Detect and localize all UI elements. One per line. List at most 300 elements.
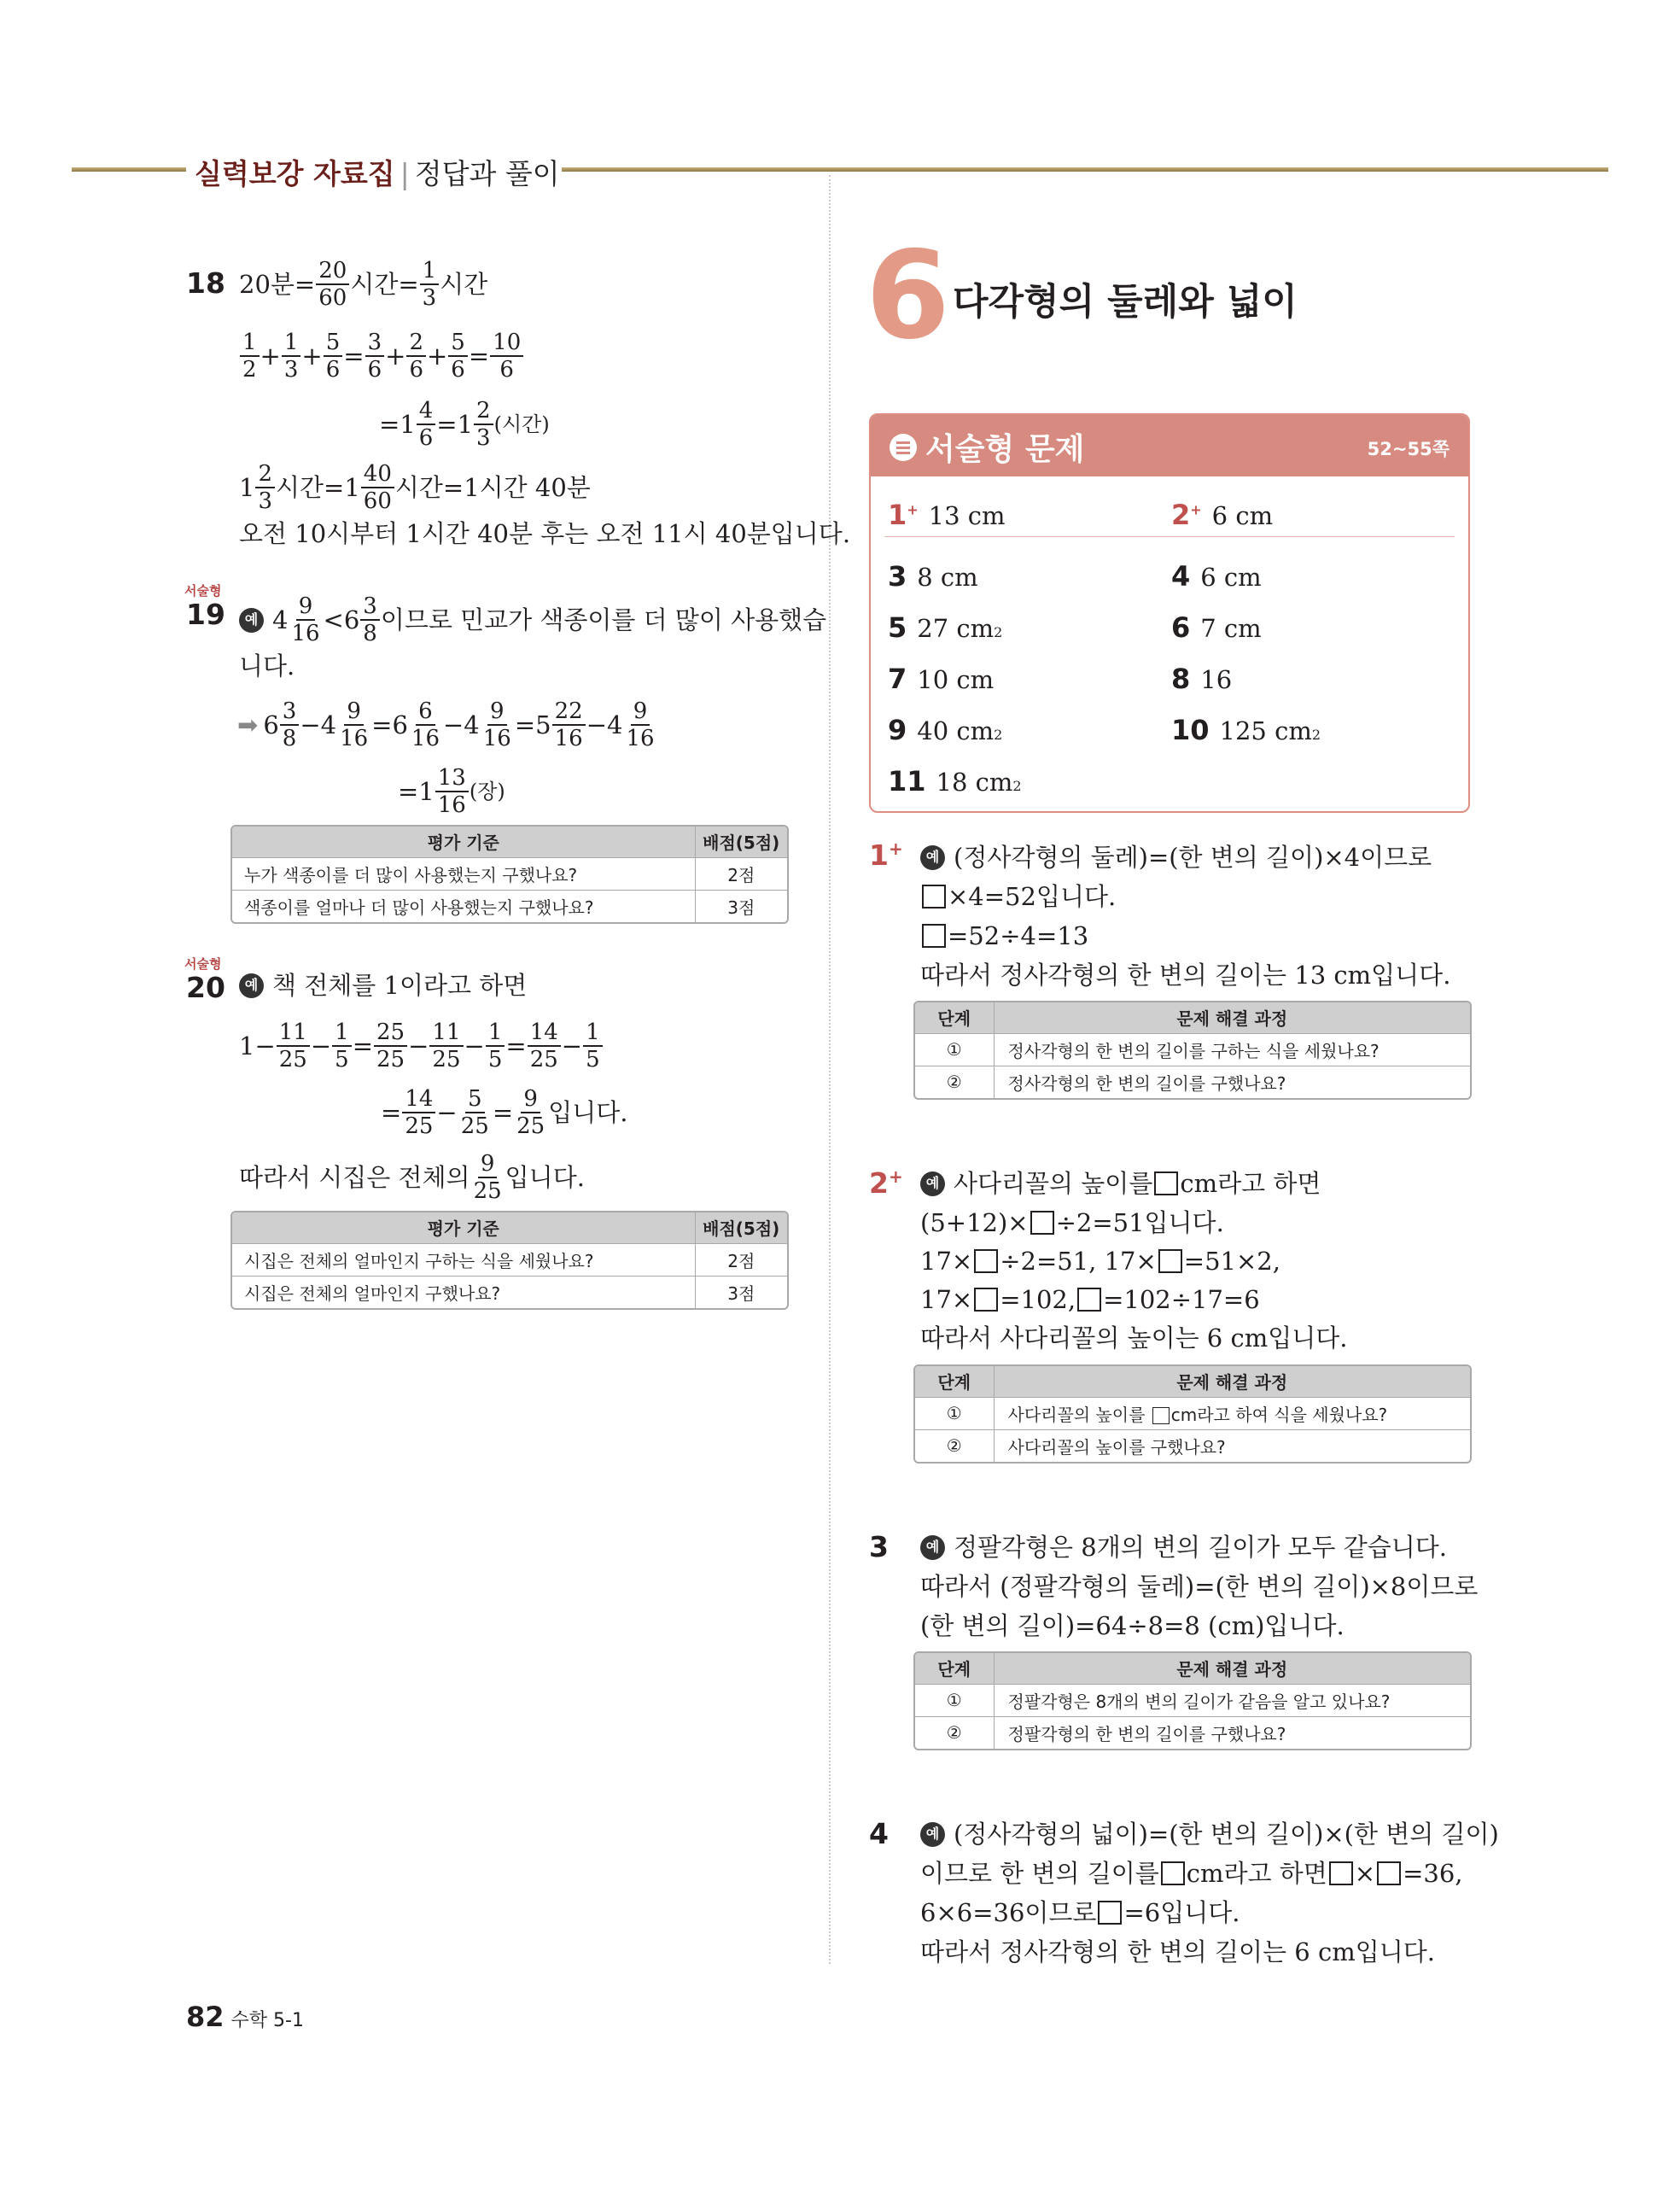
fraction [289,595,322,645]
text: 시간=1 [276,473,360,502]
fraction [374,1021,407,1071]
section-title: 정답과 풀이 [414,157,560,190]
solution-number-4: 4 [869,1817,889,1850]
fraction [316,260,349,309]
answer-number: 4 [1171,560,1191,593]
fraction [552,700,586,750]
page-range: 52~55쪽 [1367,439,1450,459]
denominator: 60 [318,285,347,311]
denominator: 16 [291,621,320,646]
answer-value: 125 cm [1219,716,1312,745]
fraction [255,463,275,512]
solution-number-3: 3 [869,1530,889,1563]
blank-box [974,1288,998,1312]
example-badge: 예 [239,608,264,633]
text: 20분= [239,270,316,299]
s1-line-2 [920,879,1116,914]
header-separator: | [400,157,410,190]
s3-steps-table [913,1651,1472,1750]
plus-mark: + [888,838,903,859]
q19-line-1 [239,595,826,645]
operator: + [426,342,448,371]
numerator: 5 [448,331,468,357]
numerator: 3 [365,331,385,357]
col-process: 문제 해결 과정 [994,1366,1470,1397]
answer-value: 18 cm [936,768,1013,797]
criteria-cell: 시집은 전체의 얼마인지 구하는 식을 세웠나요? [232,1243,695,1276]
col-step: 단계 [915,1653,994,1684]
s2-line-4 [920,1282,1260,1317]
fraction [623,700,656,750]
text: 입니다. [548,1098,628,1127]
process-cell: 정팔각형의 한 변의 길이를 구했나요? [994,1716,1470,1749]
s2-line-1 [920,1166,1321,1201]
text: cm라고 하면 [1180,1169,1321,1198]
text: =36, [1403,1859,1463,1888]
answer-10 [1171,714,1321,746]
fraction [280,700,300,750]
q20-line-3 [381,1088,627,1137]
numerator: 1 [486,1021,505,1047]
operator: − [436,1098,458,1127]
answer-1 [888,499,1006,531]
denominator: 6 [499,357,514,383]
exponent: 2 [994,624,1003,640]
operator: − [310,1031,332,1060]
answer-value: 6 cm [1211,501,1274,530]
blank-box [922,924,946,948]
answer-number: 10 [1171,714,1210,746]
operator: = [352,1031,374,1060]
denominator: 16 [437,792,466,818]
numerator: 9 [478,1153,498,1178]
fraction [420,260,440,309]
column-divider [829,175,831,1964]
col-process: 문제 해결 과정 [994,1653,1470,1684]
denominator: 2 [242,357,257,383]
answer-value: 7 cm [1200,614,1262,643]
numerator: 2 [255,463,275,488]
s1-steps-table [913,1001,1472,1100]
fraction [332,1021,352,1071]
numerator: 9 [487,700,507,726]
criteria-cell: 색종이를 얼마나 더 많이 사용했는지 구했나요? [232,890,695,922]
answer-5 [888,611,1002,644]
answer-number: 6 [1171,611,1191,644]
process-cell: 정사각형의 한 변의 길이를 구하는 식을 세웠나요? [994,1033,1470,1066]
score-cell: 3점 [695,1276,787,1308]
denominator: 25 [529,1047,558,1072]
example-badge: 예 [920,1171,945,1196]
process-cell [994,1397,1470,1429]
divider [884,536,1455,537]
q20-line-1 [239,968,527,1002]
answer-value: 10 cm [917,665,995,694]
example-badge: 예 [920,1822,945,1847]
problem-number-19: 19 [186,598,225,631]
answer-4 [1171,560,1262,593]
text: 17× [920,1247,973,1276]
answer-number: 5 [888,611,907,644]
text: 입니다. [505,1163,585,1192]
text: −4 [586,710,623,739]
text: 책 전체를 1이라고 하면 [272,971,528,1000]
answer-summary-box [869,413,1470,813]
numerator: 14 [402,1088,435,1113]
denominator: 6 [451,357,465,383]
blank-box [1158,1249,1182,1273]
numerator: 9 [344,700,364,726]
score-cell: 3점 [695,890,787,922]
q19-line-3 [237,700,658,750]
answer-number: 7 [888,663,907,695]
operator: + [260,342,281,371]
fraction [471,1153,505,1202]
text: =102÷17=6 [1103,1285,1260,1314]
denominator: 60 [363,488,392,514]
text: =6입니다. [1123,1898,1240,1927]
unit: (장) [469,780,505,803]
denominator: 25 [278,1047,307,1072]
s4-line-4: 따라서 정사각형의 한 변의 길이는 6 cm입니다. [920,1937,1435,1966]
blank-box [1329,1861,1353,1885]
plus-mark: + [888,1166,903,1187]
q20-line-2 [239,1021,604,1071]
denominator: 25 [460,1113,489,1139]
s4-line-2 [920,1856,1463,1890]
numerator: 13 [435,767,469,792]
answer-9 [888,714,1002,746]
fraction [474,400,493,449]
answer-number: 11 [888,765,926,798]
col-criteria: 평가 기준 [232,1212,695,1243]
answer-number: 3 [888,560,907,593]
denominator: 16 [554,726,583,751]
numerator: 1 [332,1021,352,1047]
numerator: 1 [420,260,440,285]
blank-box [1377,1861,1401,1885]
text: 사다리꼴의 높이를 [1007,1404,1151,1425]
s2-line-5: 따라서 사다리꼴의 높이는 6 cm입니다. [920,1323,1348,1353]
denominator: 5 [335,1047,349,1072]
criteria-cell: 누가 색종이를 더 많이 사용했는지 구했나요? [232,857,695,890]
denominator: 16 [482,726,511,751]
fraction [360,595,380,645]
denominator: 16 [411,726,440,751]
subject-label: 수학 5-1 [230,2010,304,2031]
denominator: 5 [586,1047,600,1072]
text: cm라고 하면 [1186,1859,1327,1888]
num: 1 [869,838,889,872]
header-rule-right [562,167,1608,172]
plus-mark: + [907,501,919,518]
s3-line-3: (한 변의 길이)=64÷8=8 (cm)입니다. [920,1611,1345,1640]
text: 4 [272,605,289,634]
s2-line-3 [920,1244,1280,1278]
num: 2 [869,1166,889,1200]
col-step: 단계 [915,1366,994,1397]
denominator: 16 [340,726,369,751]
q18-conclusion: 오전 10시부터 1시간 40분 후는 오전 11시 40분입니다. [239,519,851,548]
blank-box [1154,1171,1178,1195]
operator: + [385,342,406,371]
answer-11 [888,765,1022,798]
fraction [365,331,385,381]
chapter-title: 다각형의 둘레와 넓이 [953,281,1298,324]
s3-line-2: 따라서 (정팔각형의 둘레)=(한 변의 길이)×8이므로 [920,1572,1479,1601]
answer-value: 8 cm [917,563,978,592]
fraction [435,767,469,816]
text: =1 [436,410,474,439]
text: (정사각형의 넓이)=(한 변의 길이)×(한 변의 길이) [954,1820,1499,1849]
answer-number: 8 [1171,663,1191,695]
numerator: 9 [631,700,650,726]
blank-box [1098,1901,1122,1925]
fraction [406,331,426,381]
col-process: 문제 해결 과정 [994,1002,1470,1033]
process-cell: 정팔각형은 8개의 변의 길이가 같음을 알고 있나요? [994,1684,1470,1716]
text: ×4=52입니다. [948,882,1117,911]
answer-6 [1171,611,1262,644]
step-cell: ① [915,1397,994,1429]
q20-line-4 [239,1153,585,1202]
numerator: 6 [416,700,435,726]
blank-box [1030,1211,1054,1235]
s1-line-3 [920,919,1088,953]
numerator: 1 [583,1021,603,1047]
q18-line-2 [239,331,524,381]
denominator: 8 [363,621,377,646]
numerator: 9 [521,1088,540,1113]
text: = [381,1098,402,1127]
step-cell: ① [915,1033,994,1066]
fraction [361,463,394,512]
text: =6 [371,710,408,739]
col-score: 배점(5점) [695,827,787,857]
numerator: 4 [417,400,436,425]
step-cell: ② [915,1716,994,1749]
solution-number-2 [869,1166,903,1200]
text: 이므로 한 변의 길이를 [920,1859,1159,1888]
text: ÷2=51입니다. [1055,1208,1224,1237]
text: 시간=1시간 40분 [394,473,591,502]
q19-criteria-table [230,825,789,924]
answer-value: 16 [1200,665,1233,694]
text: 이므로 민교가 색종이를 더 많이 사용했습 [380,605,827,634]
numerator: 1 [282,331,301,357]
example-badge: 예 [920,845,945,870]
denominator: 25 [376,1047,405,1072]
title-text: 서술형 문제 [925,432,1085,467]
numerator: 9 [296,595,316,621]
fraction [324,331,343,381]
s1-line-4: 따라서 정사각형의 한 변의 길이는 13 cm입니다. [920,961,1451,990]
step-cell: ② [915,1429,994,1462]
numerator: 5 [465,1088,485,1113]
denominator: 3 [476,425,491,451]
s2-steps-table [913,1364,1472,1464]
text: =1 [398,777,435,806]
header-rule-left [72,167,186,172]
numerator: 3 [360,595,380,621]
numerator: 2 [474,400,493,425]
solution-number-1 [869,838,903,872]
text: =52÷4=13 [948,921,1089,950]
text: 시간 [440,270,488,299]
denominator: 8 [282,726,297,751]
step-cell: ② [915,1066,994,1098]
numerator: 3 [280,700,300,726]
q18-line-3 [379,400,550,449]
numerator: 14 [528,1021,561,1047]
exponent: 2 [1012,778,1022,794]
numerator: 22 [552,700,586,726]
fraction [583,1021,603,1071]
chapter-number: 6 [866,225,950,366]
text: 시간= [350,270,419,299]
example-badge: 예 [920,1535,945,1560]
denominator: 25 [432,1047,461,1072]
problem-number-20: 20 [186,971,225,1004]
blank-box [1077,1288,1101,1312]
descriptive-tag: 서술형 [184,956,222,972]
answer-value: 27 cm [917,614,995,643]
fraction [409,700,442,750]
text: ÷2=51, 17× [1000,1247,1157,1276]
answer-7 [888,663,994,695]
q19-line-4 [398,767,505,816]
fraction [429,1021,463,1071]
text: 1 [239,473,255,502]
fraction [486,1021,505,1071]
s3-line-1 [920,1530,1447,1564]
answer-number [888,499,919,531]
num: 2 [1171,499,1191,531]
text: <6 [323,605,360,634]
blank-box [922,885,946,909]
text: −4 [300,710,337,739]
answer-value: 13 cm [928,501,1006,530]
blank-box [1161,1861,1185,1885]
operator: − [561,1031,583,1060]
denominator: 6 [418,425,434,451]
exponent: 2 [994,727,1003,743]
fraction [481,700,514,750]
page-footer [186,2001,304,2033]
fraction [448,331,468,381]
fraction [528,1021,561,1071]
s2-line-2 [920,1206,1224,1240]
denominator: 25 [516,1113,545,1139]
text: 6×6=36이므로 [920,1898,1097,1927]
fraction [417,400,436,449]
blank-box [974,1249,998,1273]
text: =51×2, [1183,1247,1280,1276]
numerator: 5 [324,331,343,357]
text: −4 [443,710,480,739]
denominator: 3 [258,488,272,514]
denominator: 6 [409,357,423,383]
example-badge: 예 [239,973,264,998]
answer-2 [1171,499,1273,531]
answer-number: 9 [888,714,907,746]
denominator: 6 [325,357,341,383]
step-cell: ① [915,1684,994,1716]
fraction [337,700,370,750]
text: 17× [920,1285,973,1314]
memo-icon [890,434,917,461]
fraction [514,1088,547,1137]
score-cell: 2점 [695,857,787,890]
text: 사다리꼴의 높이를 [954,1169,1153,1198]
plus-mark: + [1190,501,1202,518]
fraction [240,331,260,381]
denominator: 3 [422,285,437,311]
process-cell: 정사각형의 한 변의 길이를 구했나요? [994,1066,1470,1098]
denominator: 5 [487,1047,503,1072]
blank-box [1152,1407,1170,1424]
numerator: 11 [429,1021,463,1047]
q18-line-4 [239,463,591,512]
col-step: 단계 [915,1002,994,1033]
fraction [282,331,301,381]
numerator: 20 [316,260,349,285]
text: 따라서 시집은 전체의 [239,1163,470,1192]
answer-summary-header [871,415,1468,476]
q20-criteria-table [230,1211,789,1310]
text: (정사각형의 둘레)=(한 변의 길이)×4이므로 [954,843,1432,872]
operator: = [468,342,490,371]
answer-value: 40 cm [917,716,995,745]
unit: (시간) [493,412,550,436]
denominator: 16 [626,726,655,751]
fraction [458,1088,492,1137]
problem-number-18: 18 [186,266,225,300]
s1-line-1 [920,840,1432,874]
operator: − [408,1031,429,1060]
operator: = [505,1031,527,1060]
denominator: 6 [367,357,382,383]
criteria-cell: 시집은 전체의 얼마인지 구했나요? [232,1276,695,1308]
text: =1 [379,410,416,439]
numerator: 2 [406,331,426,357]
q19-line-2: 니다. [239,651,295,681]
answer-number [1171,499,1202,531]
text: (5+12)× [920,1208,1029,1237]
text: × [1354,1859,1376,1888]
col-score: 배점(5점) [695,1212,787,1243]
arrow-icon: ➡ [237,710,259,739]
col-criteria: 평가 기준 [232,827,695,857]
numerator: 25 [374,1021,407,1047]
numerator: 40 [361,463,394,488]
descriptive-tag: 서술형 [184,583,222,599]
denominator: 25 [473,1178,502,1204]
operator: + [301,342,323,371]
fraction [490,331,523,381]
denominator: 25 [405,1113,434,1139]
q18-line-1 [239,260,487,309]
page-number: 82 [186,2001,225,2033]
answer-value: 6 cm [1200,563,1262,592]
fraction [277,1021,310,1071]
text: cm라고 하여 식을 세웠나요? [1170,1404,1388,1425]
text: 6 [263,710,279,739]
answer-8 [1171,663,1232,695]
answer-3 [888,560,978,593]
text: = [492,1098,514,1127]
s4-line-3 [920,1896,1240,1930]
